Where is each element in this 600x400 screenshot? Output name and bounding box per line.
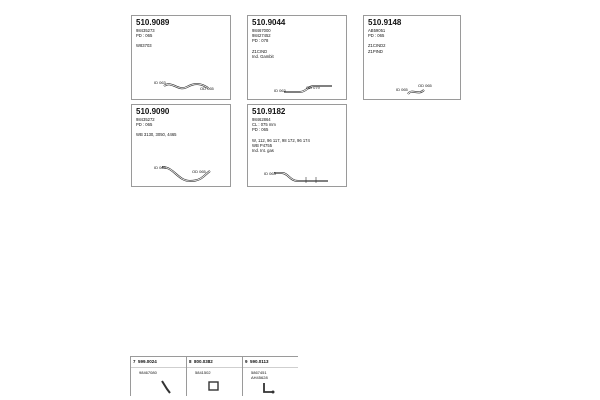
clamp-drawing [159,379,173,395]
fit-info-2: Ind. Gambit [252,53,274,59]
hanger-drawing [261,381,277,395]
accessory-code: 599.0024 [138,359,157,364]
accessory-code: 590.0113 [250,359,269,364]
pd-value: PD : 065 [368,33,385,39]
fit-info: Z1CIND [252,48,268,54]
pd-value: PD : 078 [252,38,269,44]
cl-value: CL : 075 mm [252,122,276,128]
fit-info: W, 112, 96 117, 98 172, 96 174 [252,137,310,143]
fit-info-2: Z1PIND [368,48,383,54]
part-card-5 [247,104,347,187]
accessory-code: 800.0382 [194,359,213,364]
ref-number: 98462864 [252,117,271,122]
part-details [252,28,274,59]
accessory-header [133,359,157,364]
accessory-header [189,359,213,364]
fit-info: WB 3130, 3050, 4465 [136,132,177,138]
part-card-1 [131,15,231,100]
outlet-label: OD 065 [200,86,214,91]
outlet-label: OD 065 [418,83,432,88]
part-card-4 [131,104,231,187]
fit-info-2: WB P4755 [252,142,273,148]
accessory-header [245,359,269,364]
part-details [136,28,155,49]
pipe-drawing [160,163,212,185]
ref-number: 98435273 [136,28,155,33]
bracket-drawing [207,379,221,393]
ref-number: 98435272 [136,117,155,122]
accessory-number: 8 [189,359,192,364]
part-code: 510.9090 [136,107,170,116]
pipe-drawing [272,169,332,185]
accessory-ref: 98467080 [139,370,157,375]
part-card-2 [247,15,347,100]
part-code: 510.9182 [252,107,286,116]
pd-value: PD : 065 [136,33,153,39]
fit-info-3: Ind. Int. gas [252,148,274,154]
part-details [252,117,310,153]
part-code: 510.9089 [136,18,170,27]
accessory-number: 9 [245,359,248,364]
accessory-7 [130,356,186,396]
part-code: 510.9044 [252,18,286,27]
accessory-ref: 5841502 [195,370,211,375]
outlet-label: OD 065 [192,169,206,174]
accessory-8 [186,356,242,396]
inlet-label: ID 063 [274,88,286,93]
ref-number: 98467000 [252,28,271,33]
accessory-ref: 5867451 [251,370,267,375]
fit-info: Z1CIND2 [368,43,386,49]
outlet-label: OD 079 [306,85,320,90]
inlet-label: ID 065 [396,87,408,92]
part-details [368,28,385,54]
part-card-3 [363,15,461,100]
ref-number: AB59051 [368,28,386,33]
accessory-ref-2: AH45628 [251,375,268,380]
pd-value: PD : 065 [136,122,153,128]
inlet-label: ID 063 [154,80,166,85]
inlet-label: ID 063 [264,171,276,176]
accessory-9 [242,356,298,396]
fit-info: W83703 [136,43,152,49]
accessory-number: 7 [133,359,136,364]
part-details [136,117,177,138]
ref-number-2: 98427452 [252,33,271,39]
pd-value: PD : 065 [252,127,269,133]
part-code: 510.9148 [368,18,402,27]
inlet-label: ID 063 [154,165,166,170]
